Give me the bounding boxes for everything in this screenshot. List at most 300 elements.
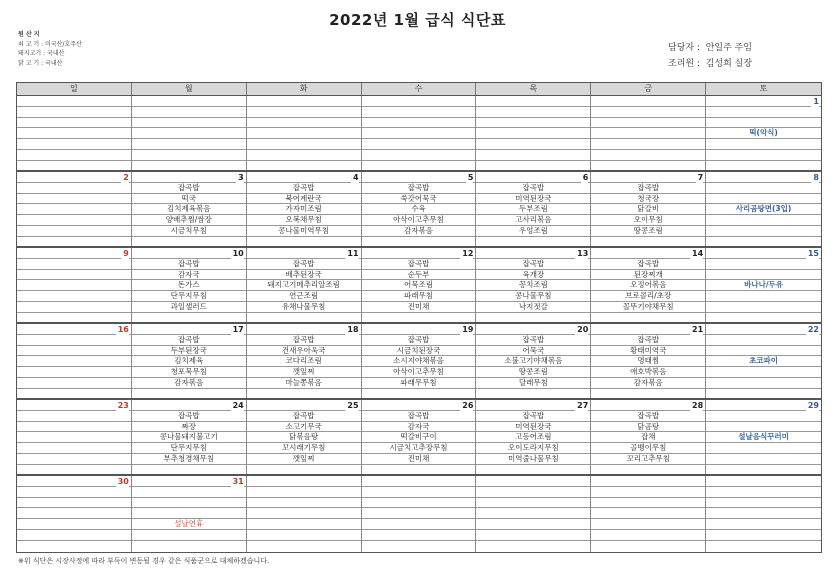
day-number: 11 xyxy=(347,249,359,258)
menu-line xyxy=(17,530,131,541)
menu-line xyxy=(247,280,361,291)
menu-line xyxy=(247,248,361,259)
menu-line xyxy=(362,226,476,237)
menu-line xyxy=(132,498,246,509)
menu-line xyxy=(362,280,476,291)
menu-line xyxy=(132,291,246,302)
menu-item: 소고기무국 xyxy=(285,421,322,431)
day-cell xyxy=(17,324,132,398)
day-number: 23 xyxy=(117,401,129,410)
menu-line xyxy=(476,161,590,170)
menu-item: 고사리볶음 xyxy=(515,215,552,225)
menu-item: 깻잎찌 xyxy=(292,454,315,463)
menu-line xyxy=(247,128,361,139)
menu-line xyxy=(132,280,246,291)
menu-item: 소불고기야채볶음 xyxy=(504,356,563,366)
day-number: 9 xyxy=(123,249,129,258)
menu-line xyxy=(17,237,131,246)
menu-line xyxy=(247,508,361,519)
menu-item: 청포묵무침 xyxy=(170,367,207,377)
menu-item: 감자볶음 xyxy=(633,378,663,387)
day-cell xyxy=(247,96,362,170)
menu-line xyxy=(476,237,590,246)
menu-item: 떡국 xyxy=(181,193,197,203)
weekday-sun: 일 xyxy=(17,83,132,95)
menu-line xyxy=(591,161,705,170)
day-number: 25 xyxy=(347,401,359,410)
menu-line xyxy=(132,530,246,541)
menu-line xyxy=(476,139,590,150)
menu-line xyxy=(132,226,246,237)
menu-line xyxy=(362,215,476,226)
menu-line xyxy=(17,150,131,161)
menu-item: 김치제육볶음 xyxy=(167,204,211,214)
menu-line xyxy=(362,139,476,150)
menu-line xyxy=(591,150,705,161)
menu-item: 잡곡밥 xyxy=(407,182,430,192)
menu-line xyxy=(132,128,246,139)
menu-line xyxy=(476,194,590,205)
menu-item: 파래무침 xyxy=(404,291,433,301)
menu-line xyxy=(476,476,590,487)
menu-item: 잡곡밥 xyxy=(177,258,200,268)
day-cell xyxy=(591,96,706,170)
menu-line xyxy=(132,519,246,530)
menu-line xyxy=(132,237,246,246)
day-cell xyxy=(706,476,821,552)
menu-line xyxy=(706,248,821,259)
menu-line xyxy=(591,118,705,129)
menu-line xyxy=(362,270,476,281)
menu-line xyxy=(706,519,821,530)
menu-line xyxy=(132,346,246,357)
menu-line xyxy=(591,367,705,378)
menu-line xyxy=(17,259,131,270)
menu-line xyxy=(706,226,821,237)
day-number: 18 xyxy=(347,325,359,334)
menu-line xyxy=(132,432,246,443)
snack-item: 설날음식꾸러미 xyxy=(738,432,789,442)
menu-line xyxy=(247,443,361,454)
menu-line xyxy=(476,280,590,291)
menu-line xyxy=(132,183,246,194)
day-cell xyxy=(17,172,132,246)
menu-item: 콩나물미역무침 xyxy=(278,226,329,235)
menu-line xyxy=(362,378,476,389)
menu-line xyxy=(17,422,131,433)
menu-item: 꼴뚜기야채무침 xyxy=(622,302,674,311)
menu-line xyxy=(706,128,821,139)
day-cell xyxy=(132,476,247,552)
menu-line xyxy=(706,422,821,433)
menu-line xyxy=(132,161,246,170)
page-title: 2022년 1월 급식 식단표 xyxy=(329,11,506,29)
menu-line xyxy=(17,270,131,281)
menu-line xyxy=(247,389,361,398)
day-cell xyxy=(362,248,477,322)
menu-line xyxy=(362,161,476,170)
menu-line xyxy=(17,324,131,335)
menu-line xyxy=(706,183,821,194)
menu-line xyxy=(247,432,361,443)
menu-item: 감자국 xyxy=(177,269,200,279)
menu-line xyxy=(247,139,361,150)
menu-line xyxy=(362,346,476,357)
menu-line xyxy=(17,400,131,411)
menu-line xyxy=(476,259,590,270)
menu-line xyxy=(362,183,476,194)
menu-line xyxy=(247,476,361,487)
menu-item: 달래무침 xyxy=(518,378,548,387)
menu-line xyxy=(706,541,821,552)
day-number: 12 xyxy=(462,249,474,258)
menu-line xyxy=(591,291,705,302)
menu-item: 콩나물무침 xyxy=(515,291,552,301)
menu-line xyxy=(706,335,821,346)
day-cell xyxy=(17,400,132,474)
menu-line xyxy=(706,172,821,183)
menu-line xyxy=(17,172,131,183)
menu-line xyxy=(17,313,131,322)
menu-line xyxy=(17,443,131,454)
menu-line xyxy=(706,194,821,205)
menu-line xyxy=(247,150,361,161)
menu-line xyxy=(132,367,246,378)
menu-line xyxy=(476,465,590,474)
menu-item: 코다리조림 xyxy=(285,356,322,366)
menu-line xyxy=(132,454,246,465)
menu-line xyxy=(591,324,705,335)
menu-line xyxy=(17,128,131,139)
menu-line xyxy=(706,432,821,443)
menu-item: 닭볶음탕 xyxy=(289,432,319,442)
menu-item: 진미채 xyxy=(407,454,430,463)
calendar-week xyxy=(17,476,821,552)
menu-line xyxy=(706,400,821,411)
menu-line xyxy=(247,335,361,346)
menu-line xyxy=(476,422,590,433)
menu-line xyxy=(247,215,361,226)
menu-line xyxy=(362,96,476,107)
menu-line xyxy=(247,422,361,433)
menu-item: 감자국 xyxy=(407,421,430,431)
menu-line xyxy=(362,422,476,433)
menu-item: 연근조림 xyxy=(289,291,319,301)
menu-line xyxy=(362,237,476,246)
day-number: 14 xyxy=(692,249,704,258)
menu-line xyxy=(591,432,705,443)
menu-line xyxy=(362,411,476,422)
menu-item: 잡곡밥 xyxy=(522,334,545,344)
menu-line xyxy=(362,335,476,346)
day-cell xyxy=(17,476,132,552)
menu-line xyxy=(132,139,246,150)
menu-item: 잡곡밥 xyxy=(292,182,315,192)
menu-line xyxy=(17,454,131,465)
day-number: 15 xyxy=(807,249,819,258)
menu-line xyxy=(476,541,590,552)
menu-item: 닭곰탕 xyxy=(637,421,660,431)
day-cell xyxy=(591,324,706,398)
menu-line xyxy=(17,139,131,150)
menu-item: 시금치무침 xyxy=(170,226,207,235)
menu-line xyxy=(476,454,590,465)
menu-line xyxy=(247,161,361,170)
staff-role: 조리원 xyxy=(668,59,695,69)
menu-line xyxy=(706,530,821,541)
menu-line xyxy=(476,118,590,129)
menu-line xyxy=(591,139,705,150)
menu-line xyxy=(17,519,131,530)
menu-line xyxy=(591,411,705,422)
weekday-wed: 수 xyxy=(362,83,477,95)
menu-line xyxy=(362,107,476,118)
menu-line xyxy=(362,519,476,530)
menu-line xyxy=(591,215,705,226)
menu-item: 수육 xyxy=(411,204,426,214)
menu-line xyxy=(132,302,246,313)
menu-item: 잡곡밥 xyxy=(407,334,430,344)
menu-line xyxy=(17,465,131,474)
menu-line xyxy=(476,270,590,281)
menu-line xyxy=(17,161,131,170)
menu-line xyxy=(706,487,821,498)
menu-line xyxy=(247,356,361,367)
menu-line xyxy=(17,411,131,422)
menu-line xyxy=(706,161,821,170)
origin-chicken: 닭 고 기 : 국내산 xyxy=(18,59,63,67)
menu-line xyxy=(247,291,361,302)
menu-item: 잡곡밥 xyxy=(292,334,315,344)
menu-line xyxy=(591,313,705,322)
menu-line xyxy=(132,313,246,322)
staff-manager: 담당자 : 안일주 주임 xyxy=(668,43,753,53)
menu-line xyxy=(132,96,246,107)
menu-line xyxy=(362,400,476,411)
day-cell xyxy=(476,172,591,246)
menu-line xyxy=(706,454,821,465)
menu-item: 돼지고기메추리알조림 xyxy=(267,280,340,290)
menu-line xyxy=(706,259,821,270)
menu-item: 가자미조림 xyxy=(285,204,322,214)
menu-line xyxy=(591,280,705,291)
day-cell xyxy=(591,172,706,246)
day-cell xyxy=(591,248,706,322)
menu-line xyxy=(17,248,131,259)
menu-line xyxy=(17,378,131,389)
menu-line xyxy=(247,324,361,335)
staff-name: 김성희 실장 xyxy=(705,59,753,69)
day-cell xyxy=(17,96,132,170)
day-number: 19 xyxy=(462,325,474,334)
menu-line xyxy=(362,302,476,313)
menu-line xyxy=(706,367,821,378)
menu-line xyxy=(17,226,131,237)
menu-line xyxy=(362,541,476,552)
menu-item: 꽁치조림 xyxy=(518,280,548,290)
menu-line xyxy=(362,204,476,215)
menu-line xyxy=(362,313,476,322)
menu-line xyxy=(591,346,705,357)
day-cell xyxy=(132,96,247,170)
day-number: 5 xyxy=(467,173,474,182)
menu-item: 오이도라지무침 xyxy=(507,443,559,453)
menu-line xyxy=(132,172,246,183)
day-number: 24 xyxy=(232,401,244,410)
day-number: 8 xyxy=(813,173,819,182)
menu-line xyxy=(476,96,590,107)
day-cell xyxy=(132,324,247,398)
staff-name: 안일주 주임 xyxy=(705,43,753,53)
menu-line xyxy=(476,530,590,541)
menu-line xyxy=(476,411,590,422)
origin-info xyxy=(18,30,82,68)
menu-item: 시금치고추장무침 xyxy=(389,443,448,453)
menu-item: 콩나물돼지불고기 xyxy=(159,432,218,442)
menu-line xyxy=(476,432,590,443)
menu-line xyxy=(476,172,590,183)
weekday-thu: 목 xyxy=(476,83,591,95)
menu-line xyxy=(247,259,361,270)
menu-item: 김치제육 xyxy=(174,356,204,366)
menu-line xyxy=(706,346,821,357)
menu-line xyxy=(476,378,590,389)
menu-line xyxy=(476,248,590,259)
menu-line xyxy=(247,465,361,474)
day-number: 30 xyxy=(117,477,129,486)
menu-line xyxy=(591,248,705,259)
menu-item: 미역된장국 xyxy=(515,193,552,203)
snack-item: 떡(악식) xyxy=(749,128,778,138)
menu-line xyxy=(247,367,361,378)
menu-line xyxy=(476,335,590,346)
menu-line xyxy=(706,411,821,422)
menu-item: 마늘쫑볶음 xyxy=(285,378,322,387)
menu-line xyxy=(591,204,705,215)
day-number: 10 xyxy=(232,249,244,258)
menu-line xyxy=(247,498,361,509)
menu-line xyxy=(132,259,246,270)
menu-line xyxy=(476,324,590,335)
menu-line xyxy=(591,194,705,205)
day-cell xyxy=(247,476,362,552)
menu-line xyxy=(591,487,705,498)
menu-item: 배추된장국 xyxy=(285,269,322,279)
day-cell xyxy=(476,96,591,170)
menu-item: 두부조림 xyxy=(518,204,548,214)
menu-line xyxy=(362,367,476,378)
menu-line xyxy=(591,96,705,107)
day-cell xyxy=(362,324,477,398)
menu-line xyxy=(362,194,476,205)
menu-line xyxy=(476,367,590,378)
menu-line xyxy=(591,508,705,519)
menu-line xyxy=(17,183,131,194)
menu-item: 북어계란국 xyxy=(285,193,322,203)
menu-line xyxy=(476,215,590,226)
menu-item: 과일샐러드 xyxy=(170,302,207,311)
day-cell xyxy=(362,400,477,474)
menu-line xyxy=(17,291,131,302)
menu-line xyxy=(247,411,361,422)
day-cell xyxy=(362,476,477,552)
menu-line xyxy=(476,389,590,398)
menu-item: 된장찌개 xyxy=(633,269,663,279)
menu-item: 브로콜리/초장 xyxy=(625,291,672,301)
menu-item: 미역줄나물무침 xyxy=(507,454,559,463)
menu-line xyxy=(706,378,821,389)
menu-item: 우엉조림 xyxy=(518,226,548,235)
menu-line xyxy=(132,270,246,281)
menu-line xyxy=(247,204,361,215)
day-number: 16 xyxy=(117,325,129,334)
menu-line xyxy=(476,150,590,161)
menu-line xyxy=(591,172,705,183)
menu-line xyxy=(247,313,361,322)
menu-line xyxy=(706,139,821,150)
day-number: 1 xyxy=(813,97,819,106)
day-cell xyxy=(247,172,362,246)
calendar-week xyxy=(17,324,821,400)
menu-item: 부추청경채무침 xyxy=(163,454,215,463)
menu-line xyxy=(132,215,246,226)
menu-item: 오복채무침 xyxy=(285,215,322,225)
menu-item: 건새우아욱국 xyxy=(281,345,326,355)
menu-line xyxy=(17,194,131,205)
menu-line xyxy=(247,487,361,498)
weekday-fri: 금 xyxy=(591,83,706,95)
menu-item: 오징어볶음 xyxy=(630,280,667,290)
menu-line xyxy=(591,498,705,509)
menu-line xyxy=(132,118,246,129)
menu-item: 잡곡밥 xyxy=(292,410,315,420)
menu-line xyxy=(17,508,131,519)
menu-line xyxy=(247,194,361,205)
menu-item: 아삭이고추무침 xyxy=(393,215,444,225)
origin-pork: 돼지고기 : 국내산 xyxy=(18,50,65,57)
menu-item: 유채나물무침 xyxy=(281,302,326,311)
menu-line xyxy=(362,454,476,465)
menu-line xyxy=(476,519,590,530)
menu-item: 잡곡밥 xyxy=(292,258,315,268)
menu-line xyxy=(132,465,246,474)
menu-item: 고등어조림 xyxy=(515,432,552,442)
menu-line xyxy=(132,508,246,519)
menu-item: 잡곡밥 xyxy=(407,410,430,420)
menu-item: 감자볶음 xyxy=(404,226,433,235)
menu-line xyxy=(247,118,361,129)
menu-item: 어묵조림 xyxy=(404,280,433,290)
weekday-header xyxy=(17,83,821,96)
menu-item: 쑥갓어묵국 xyxy=(400,193,437,203)
menu-item: 땅콩조림 xyxy=(518,367,548,377)
menu-line xyxy=(591,183,705,194)
menu-line xyxy=(362,465,476,474)
menu-item: 시금치된장국 xyxy=(396,345,441,355)
menu-line xyxy=(591,226,705,237)
menu-line xyxy=(591,476,705,487)
menu-line xyxy=(591,259,705,270)
menu-line xyxy=(132,378,246,389)
menu-item: 감자볶음 xyxy=(174,378,204,387)
menu-line xyxy=(132,356,246,367)
calendar-week xyxy=(17,172,821,248)
staff-cook: 조리원 : 김성희 실장 xyxy=(668,59,753,69)
menu-item: 잡곡밥 xyxy=(522,410,545,420)
menu-line xyxy=(362,530,476,541)
menu-line xyxy=(132,335,246,346)
day-cell xyxy=(476,248,591,322)
